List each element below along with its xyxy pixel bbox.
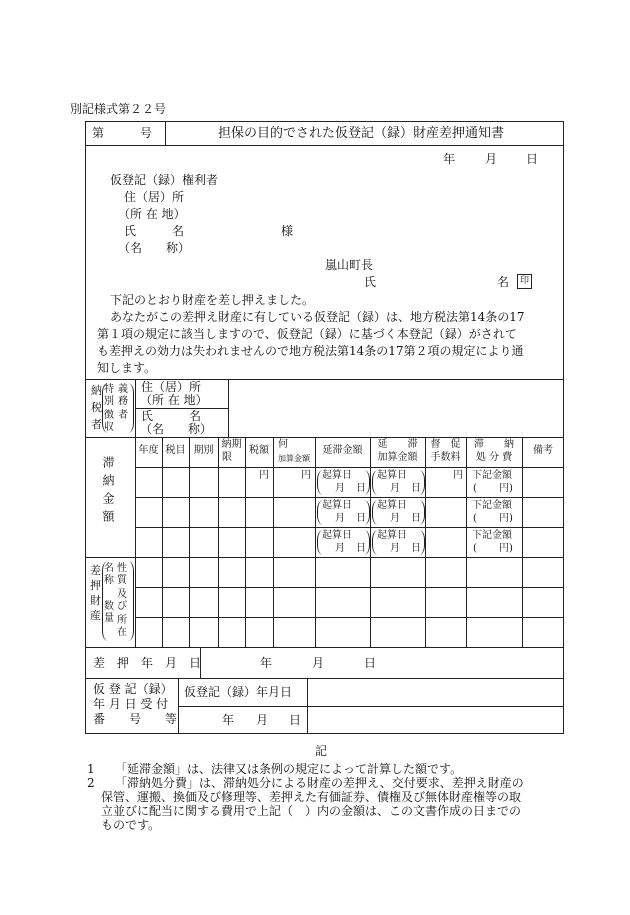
obligation-label-2: 者 xyxy=(118,410,128,421)
provisional-label-1: 仮 登 記（録） xyxy=(93,682,173,696)
row1-fee-yen: 円 xyxy=(453,470,463,481)
special-label-2: 徴収 xyxy=(104,410,114,433)
col-year-header: 年度 xyxy=(138,445,159,456)
col-addition-header-2: 加算金額 xyxy=(278,454,310,463)
provisional-date-label: 仮登記（録）年月日 xyxy=(184,685,293,699)
taxpayer-location-label: （所 在 地） xyxy=(140,393,208,407)
row3-below-yen: 円) xyxy=(499,543,513,554)
seized-property-label: 差押財産 xyxy=(90,564,101,622)
seized-q-nature: 性質 xyxy=(117,563,127,586)
recipient-address-label: 住（居）所 xyxy=(124,190,185,204)
seized-q-and: 及び xyxy=(117,589,127,612)
body-line-3: 第１項の規定に該当しますので、仮登記（録）に基づく本登記（録）がされて xyxy=(97,327,517,341)
row1-delay-calc-label: 起算日 xyxy=(322,470,352,481)
issuer-name-suffix: 名 xyxy=(497,275,510,289)
col-disposal-header-1: 滞 納 xyxy=(474,439,514,450)
seizure-day: 日 xyxy=(364,656,377,670)
row2-delay-month: 月 xyxy=(335,513,345,524)
row3-delay-day: 日 xyxy=(356,543,366,554)
provisional-year: 年 xyxy=(222,713,235,727)
row3-delayadd-month: 月 xyxy=(390,543,400,554)
col-tax-amount-header: 税額 xyxy=(249,445,269,456)
date-year: 年 xyxy=(443,152,456,166)
col-tax-item-header: 税目 xyxy=(165,445,186,456)
obligation-label-1: 義務 xyxy=(118,384,128,407)
taxpayer-name-label: 氏 名 xyxy=(141,409,202,423)
special-label-1: 特別 xyxy=(104,384,114,407)
date-day: 日 xyxy=(526,152,539,166)
row3-below-open: ( xyxy=(473,543,477,554)
note-2-line-1: 「滞納処分費」は、滞納処分による財産の差押え、交付要求、差押え財産の xyxy=(115,776,524,790)
provisional-label-3: 番 号 等 xyxy=(93,712,178,726)
body-line-4: も差押えの効力は失われませんので地方税法第14条の17第２項の規定により通 xyxy=(97,344,524,358)
recipient-name-alt-label: （名 称） xyxy=(118,241,191,255)
recipient-location-label: （所 在 地） xyxy=(118,207,186,221)
seizure-date-label: 差 押 年 月 日 xyxy=(93,656,202,670)
row2-below-yen: 円) xyxy=(499,513,513,524)
note-2-line-4: ものです。 xyxy=(101,818,161,832)
row3-delay-calc-label: 起算日 xyxy=(322,530,352,541)
row1-below-yen: 円) xyxy=(499,483,513,494)
row1-below-label: 下記金額 xyxy=(472,470,512,481)
row1-delayadd-day: 日 xyxy=(411,483,421,494)
form-number: 別記様式第２２号 xyxy=(70,102,167,116)
document-title: 担保の目的でされた仮登記（録）財産差押通知書 xyxy=(218,126,505,141)
row3-below-label: 下記金額 xyxy=(472,530,512,541)
col-disposal-header-2: 処 分 費 xyxy=(475,452,513,463)
recipient-name-label: 氏 名 xyxy=(124,224,185,238)
col-delay-addition-header-1: 延 滞 xyxy=(377,439,418,450)
row2-delay-day: 日 xyxy=(356,513,366,524)
seal-stamp: 印 xyxy=(517,274,532,289)
row2-delayadd-calc-label: 起算日 xyxy=(377,500,407,511)
row1-addition-yen: 円 xyxy=(301,470,311,481)
col-remarks-header: 備考 xyxy=(533,445,553,456)
provisional-day: 日 xyxy=(289,713,302,727)
seizure-year: 年 xyxy=(260,656,273,670)
document-number-label: 第 号 xyxy=(92,126,153,140)
note-2-line-2: 保管、運搬、換価及び修理等、差押えた有価証券、債権及び無体財産権等の取 xyxy=(101,790,522,804)
row2-below-label: 下記金額 xyxy=(472,500,512,511)
col-delay-addition-header-2: 加算金額 xyxy=(377,452,418,463)
col-fee-header-2: 手数料 xyxy=(430,452,461,463)
row2-below-open: ( xyxy=(473,513,477,524)
note-2-number: 2 xyxy=(87,776,95,790)
body-line-2: あなたがこの差押え財産に有している仮登記（録）は、地方税法第14条の17 xyxy=(110,310,525,324)
taxpayer-address-label: 住（居）所 xyxy=(141,380,202,394)
taxpayer-brace xyxy=(102,383,134,433)
recipient-title: 仮登記（録）権利者 xyxy=(110,173,219,187)
taxpayer-label: 納税者 xyxy=(91,384,102,431)
row1-delayadd-calc-label: 起算日 xyxy=(377,470,407,481)
issuer-office: 嵐山町長 xyxy=(325,258,374,272)
row2-delay-calc-label: 起算日 xyxy=(322,500,352,511)
provisional-label-2: 年 月 日 受 付 xyxy=(93,697,169,711)
seizure-month: 月 xyxy=(312,656,325,670)
issuer-name-label: 氏 xyxy=(364,275,377,289)
body-line-5: 知します。 xyxy=(97,361,157,375)
row1-delay-month: 月 xyxy=(335,483,345,494)
col-fee-header-1: 督 促 xyxy=(430,439,461,450)
col-deadline-header-2: 限 xyxy=(222,452,232,463)
taxpayer-name-alt-label: （名 称） xyxy=(140,422,213,436)
row1-below-open: ( xyxy=(473,483,477,494)
seized-q-quantity: 数量 xyxy=(104,601,114,624)
provisional-month: 月 xyxy=(256,713,269,727)
row2-delayadd-month: 月 xyxy=(390,513,400,524)
row1-delay-day: 日 xyxy=(356,483,366,494)
date-month: 月 xyxy=(485,152,498,166)
col-deadline-header-1: 納期 xyxy=(221,439,242,450)
row3-delayadd-day: 日 xyxy=(411,543,421,554)
row3-delayadd-calc-label: 起算日 xyxy=(377,530,407,541)
note-1-text: 「延滞金額」は、法律又は条例の規定によって計算した額です。 xyxy=(115,762,463,776)
col-addition-header-1: 何 xyxy=(278,439,288,450)
row3-delay-month: 月 xyxy=(335,543,345,554)
seized-q-name: 名称 xyxy=(104,563,114,586)
row2-delayadd-day: 日 xyxy=(411,513,421,524)
row1-tax-yen: 円 xyxy=(259,470,269,481)
arrears-side-label: 滞納金額 xyxy=(101,456,115,528)
note-1-number: 1 xyxy=(87,762,95,776)
notes-title: 記 xyxy=(315,744,328,758)
note-2-line-3: 立並びに配当に関する費用で上記（ ）内の金額は、この文書作成の日までの xyxy=(101,804,522,818)
row1-delayadd-month: 月 xyxy=(390,483,400,494)
col-period-header: 期別 xyxy=(193,445,214,456)
seized-q-location: 所在 xyxy=(117,615,127,638)
recipient-honorific: 様 xyxy=(281,224,294,238)
col-delay-amount-header: 延滞金額 xyxy=(322,445,363,456)
body-line-1: 下記のとおり財産を差し押えました。 xyxy=(110,293,315,307)
